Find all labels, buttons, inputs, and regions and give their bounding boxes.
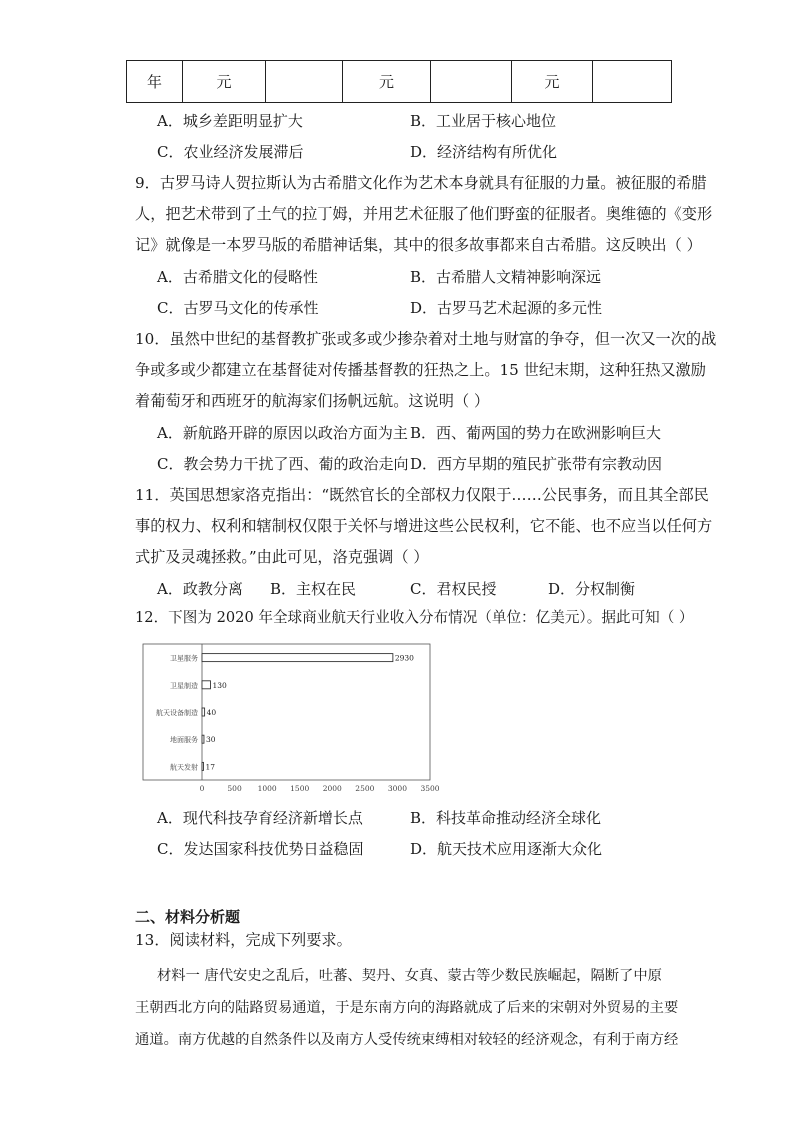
- q11-option-a: A．政教分离: [157, 580, 243, 598]
- chart-value-label: 2930: [394, 653, 414, 663]
- chart-tick-label: 2000: [322, 784, 342, 793]
- chart-value-label: 17: [205, 762, 216, 772]
- table-cell: [266, 61, 343, 103]
- q12-option-b: B．科技革命推动经济全球化: [410, 809, 602, 827]
- table-cell: 元: [343, 61, 431, 103]
- chart-category-label: 航天发射: [170, 763, 198, 772]
- q9-option-c: C．古罗马文化的传承性: [157, 299, 319, 317]
- q8-option-c: C．农业经济发展滞后: [157, 143, 304, 161]
- material-line: 王朝西北方向的陆路贸易通道，于是东南方向的海路就成了后来的宋朝对外贸易的主要: [135, 1000, 679, 1016]
- chart-bar: [202, 681, 210, 689]
- section-heading: 二、材料分析题: [135, 908, 241, 926]
- question-line: 事的权力、权利和辖制权仅限于关怀与增进这些公民权利，它不能、也不应当以任何方: [135, 517, 713, 535]
- q9-option-b: B．古希腊人文精神影响深远: [410, 268, 602, 286]
- chart-bar: [202, 735, 204, 743]
- chart-tick-label: 500: [227, 784, 242, 793]
- chart-tick-label: 1000: [257, 784, 277, 793]
- table-cell: 元: [512, 61, 593, 103]
- question-line: 记》就像是一本罗马版的希腊神话集，其中的很多故事都来自古希腊。这反映出（ ）: [135, 236, 702, 254]
- question-line: 式扩及灵魂拯救。”由此可见，洛克强调（ ）: [135, 548, 429, 566]
- question-line: 10．虽然中世纪的基督教扩张或多或少掺杂着对土地与财富的争夺，但一次又一次的战: [135, 330, 717, 348]
- q9-option-d: D．古罗马艺术起源的多元性: [410, 299, 603, 317]
- question-line: 争或多或少都建立在基督徒对传播基督教的狂热之上。15 世纪末期，这种狂热又激励: [135, 361, 706, 379]
- chart-bar: [202, 762, 204, 770]
- question-9: [135, 168, 713, 261]
- question-line: 人，把艺术带到了土气的拉丁姆，并用艺术征服了他们野蛮的征服者。奥维德的《变形: [135, 205, 713, 223]
- q10-option-c: C．教会势力干扰了西、葡的政治走向: [157, 455, 409, 473]
- table-cell: 年: [127, 61, 183, 103]
- q9-option-a: A．古希腊文化的侵略性: [157, 268, 318, 286]
- q8-option-d: D．经济结构有所优化: [410, 143, 558, 161]
- data-table-fragment: [126, 60, 672, 103]
- q8-option-b: B．工业居于核心地位: [410, 112, 557, 130]
- chart-category-label: 卫星服务: [170, 654, 198, 663]
- q12-option-d: D．航天技术应用逐渐大众化: [410, 840, 603, 858]
- question-11: [135, 480, 713, 573]
- chart-tick-label: 0: [199, 784, 205, 793]
- chart-value-label: 40: [206, 708, 217, 717]
- table-cell: [593, 61, 672, 103]
- chart-value-label: 30: [205, 735, 216, 745]
- question-10: [135, 324, 717, 417]
- material-line: 材料一 唐代安史之乱后，吐蕃、契丹、女真、蒙古等少数民族崛起，隔断了中原: [157, 968, 662, 984]
- chart-tick-label: 1500: [290, 784, 310, 793]
- chart-value-label: 130: [212, 680, 227, 690]
- chart-category-label: 卫星制造: [170, 681, 198, 690]
- chart-bar: [202, 654, 393, 662]
- q10-option-d: D．西方早期的殖民扩张带有宗教动因: [410, 455, 663, 473]
- table-cell: [431, 61, 512, 103]
- chart-bar: [202, 708, 205, 716]
- question-line: 11．英国思想家洛克指出：“既然官长的全部权力仅限于……公民事务，而且其全部民: [135, 486, 709, 504]
- q11-option-c: C．君权民授: [410, 580, 497, 598]
- q8-option-a: A．城乡差距明显扩大: [157, 112, 303, 130]
- question-line: 9．古罗马诗人贺拉斯认为古希腊文化作为艺术本身就具有征服的力量。被征服的希腊: [135, 174, 707, 192]
- question-line: 着葡萄牙和西班牙的航海家们扬帆远航。这说明（ ）: [135, 392, 490, 410]
- chart-tick-label: 3000: [387, 784, 407, 793]
- table-cell: 元: [183, 61, 266, 103]
- chart-category-label: 地面服务: [170, 736, 198, 745]
- chart-tick-label: 3500: [420, 784, 440, 793]
- q12-option-c: C．发达国家科技优势日益稳固: [157, 840, 364, 858]
- chart-category-label: 航天设备制造: [156, 709, 198, 717]
- q11-option-b: B．主权在民: [270, 580, 357, 598]
- q10-option-b: B．西、葡两国的势力在欧洲影响巨大: [410, 424, 662, 442]
- q12-option-a: A．现代科技孕育经济新增长点: [157, 809, 363, 827]
- q11-option-d: D．分权制衡: [548, 580, 636, 598]
- material-line: 通道。南方优越的自然条件以及南方人受传统束缚相对较轻的经济观念，有利于南方经: [135, 1032, 679, 1048]
- question-13: 13．阅读材料，完成下列要求。: [135, 931, 352, 949]
- revenue-bar-chart: [140, 640, 440, 800]
- question-12: 12．下图为 2020 年全球商业航天行业收入分布情况（单位：亿美元）。据此可知（ ）: [135, 609, 694, 626]
- q10-option-a: A．新航路开辟的原因以政治方面为主: [157, 424, 408, 442]
- chart-tick-label: 2500: [355, 784, 375, 793]
